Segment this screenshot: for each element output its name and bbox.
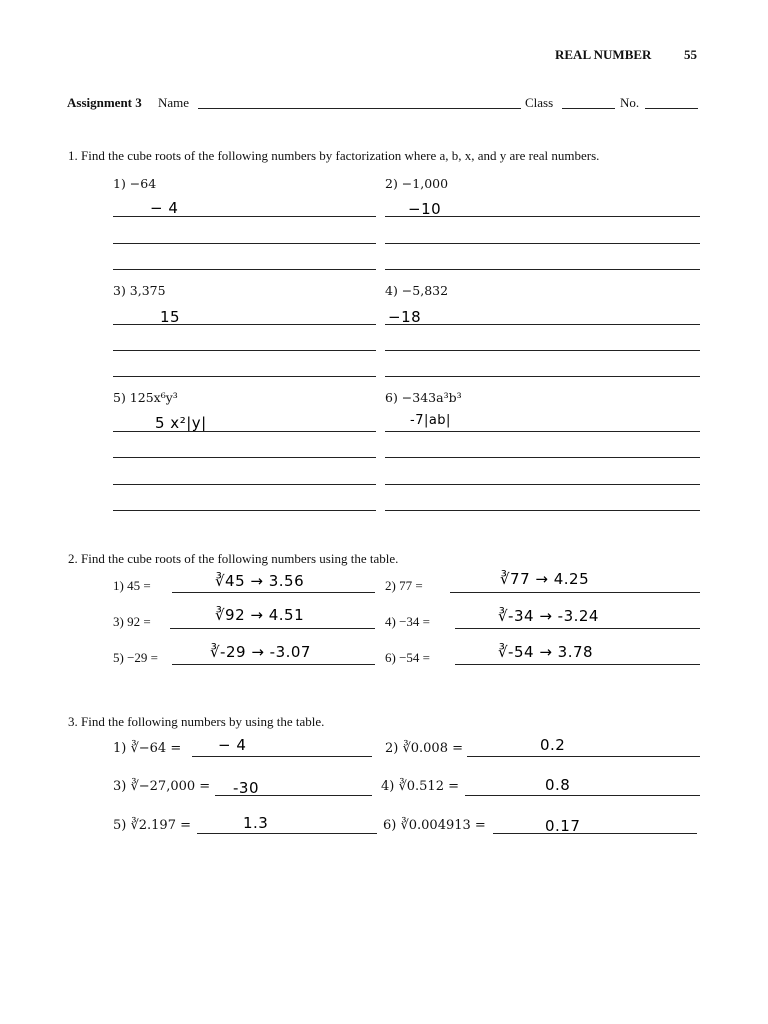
- s1-item3-answer: 15: [160, 308, 181, 326]
- s3-item4-line[interactable]: [465, 795, 700, 796]
- s3-item6-label: 6) ∛0.004913 =: [383, 818, 486, 833]
- s2-item4-answer: ∛-34 → -3.24: [498, 607, 599, 625]
- s1-item6-line2[interactable]: [385, 457, 700, 458]
- s1-item2-line2[interactable]: [385, 243, 700, 244]
- s2-item5-answer: ∛-29 → -3.07: [210, 643, 311, 661]
- s3-item5-line[interactable]: [197, 833, 377, 834]
- s2-item4-line[interactable]: [455, 628, 700, 629]
- s2-item3-line[interactable]: [170, 628, 375, 629]
- class-label: Class: [525, 95, 554, 110]
- s2-item1-line[interactable]: [172, 592, 375, 593]
- s1-item2-line1[interactable]: [385, 216, 700, 217]
- no-label: No.: [620, 95, 640, 110]
- s2-item1-answer: ∛45 → 3.56: [215, 572, 305, 590]
- s2-item6-answer: ∛-54 → 3.78: [498, 643, 594, 661]
- s1-item5-line2[interactable]: [113, 457, 376, 458]
- s2-item6-line[interactable]: [455, 664, 700, 665]
- s2-item5-label: 5) −29 =: [113, 650, 158, 665]
- s1-item2-answer: −10: [408, 200, 442, 218]
- s3-item4-label: 4) ∛0.512 =: [381, 779, 459, 794]
- s3-item3-answer: -30: [233, 779, 259, 797]
- s3-item5-answer: 1.3: [243, 814, 269, 832]
- s2-item2-answer: ∛77 → 4.25: [500, 570, 590, 588]
- s1-item6-line1[interactable]: [385, 431, 700, 432]
- s1-item5-label: 5) 125x⁶y³: [113, 390, 178, 405]
- chapter-title: REAL NUMBER: [555, 47, 652, 62]
- s1-item1-line3[interactable]: [113, 269, 376, 270]
- s2-item2-line[interactable]: [450, 592, 700, 593]
- s3-item3-line[interactable]: [215, 795, 372, 796]
- name-field[interactable]: [198, 108, 521, 109]
- assignment-label: Assignment 3: [67, 95, 142, 110]
- section2-instruction: 2. Find the cube roots of the following numbers using the table.: [68, 551, 399, 566]
- s1-item3-line2[interactable]: [113, 350, 376, 351]
- s3-item4-answer: 0.8: [545, 776, 571, 794]
- s3-item6-line[interactable]: [493, 833, 697, 834]
- s3-item1-answer: − 4: [218, 736, 247, 754]
- s1-item6-line3[interactable]: [385, 484, 700, 485]
- s2-item6-label: 6) −54 =: [385, 650, 430, 665]
- s1-item6-label: 6) −343a³b³: [385, 390, 462, 405]
- s1-item2-line3[interactable]: [385, 269, 700, 270]
- section3-instruction: 3. Find the following numbers by using the table.: [68, 714, 325, 729]
- s1-item5-line1[interactable]: [113, 431, 376, 432]
- s2-item1-label: 1) 45 =: [113, 578, 151, 593]
- s1-item6-line4[interactable]: [385, 510, 700, 511]
- s3-item2-label: 2) ∛0.008 =: [385, 741, 463, 756]
- section1-instruction: 1. Find the cube roots of the following numbers by factorization where a, b, x, and y are real numbers.: [68, 148, 600, 163]
- s1-item3-line3[interactable]: [113, 376, 376, 377]
- s1-item1-label: 1) −64: [113, 176, 157, 191]
- s1-item4-answer: −18: [388, 308, 422, 326]
- s1-item5-line3[interactable]: [113, 484, 376, 485]
- no-field[interactable]: [645, 108, 698, 109]
- s3-item2-line[interactable]: [467, 756, 700, 757]
- s1-item1-line2[interactable]: [113, 243, 376, 244]
- page-number: 55: [684, 47, 697, 62]
- s1-item4-line2[interactable]: [385, 350, 700, 351]
- s3-item3-label: 3) ∛−27,000 =: [113, 779, 211, 794]
- s1-item3-line1[interactable]: [113, 324, 376, 325]
- s1-item2-label: 2) −1,000: [385, 176, 449, 191]
- s3-item2-answer: 0.2: [540, 736, 566, 754]
- s1-item4-line1[interactable]: [385, 324, 700, 325]
- s3-item1-label: 1) ∛−64 =: [113, 741, 182, 756]
- s3-item5-label: 5) ∛2.197 =: [113, 818, 191, 833]
- s1-item5-line4[interactable]: [113, 510, 376, 511]
- s1-item4-label: 4) −5,832: [385, 283, 449, 298]
- s2-item3-label: 3) 92 =: [113, 614, 151, 629]
- s1-item4-line3[interactable]: [385, 376, 700, 377]
- s2-item4-label: 4) −34 =: [385, 614, 430, 629]
- s1-item5-answer: 5 x²|y|: [155, 414, 207, 432]
- s1-item3-label: 3) 3,375: [113, 283, 166, 298]
- s1-item1-answer: − 4: [150, 199, 179, 217]
- s1-item1-line1[interactable]: [113, 216, 376, 217]
- class-field[interactable]: [562, 108, 615, 109]
- s2-item3-answer: ∛92 → 4.51: [215, 606, 305, 624]
- name-label: Name: [158, 95, 190, 110]
- s2-item5-line[interactable]: [172, 664, 375, 665]
- s3-item6-answer: 0.17: [545, 817, 581, 835]
- s3-item1-line[interactable]: [192, 756, 372, 757]
- s2-item2-label: 2) 77 =: [385, 578, 423, 593]
- s1-item6-answer: -7|ab|: [410, 413, 451, 428]
